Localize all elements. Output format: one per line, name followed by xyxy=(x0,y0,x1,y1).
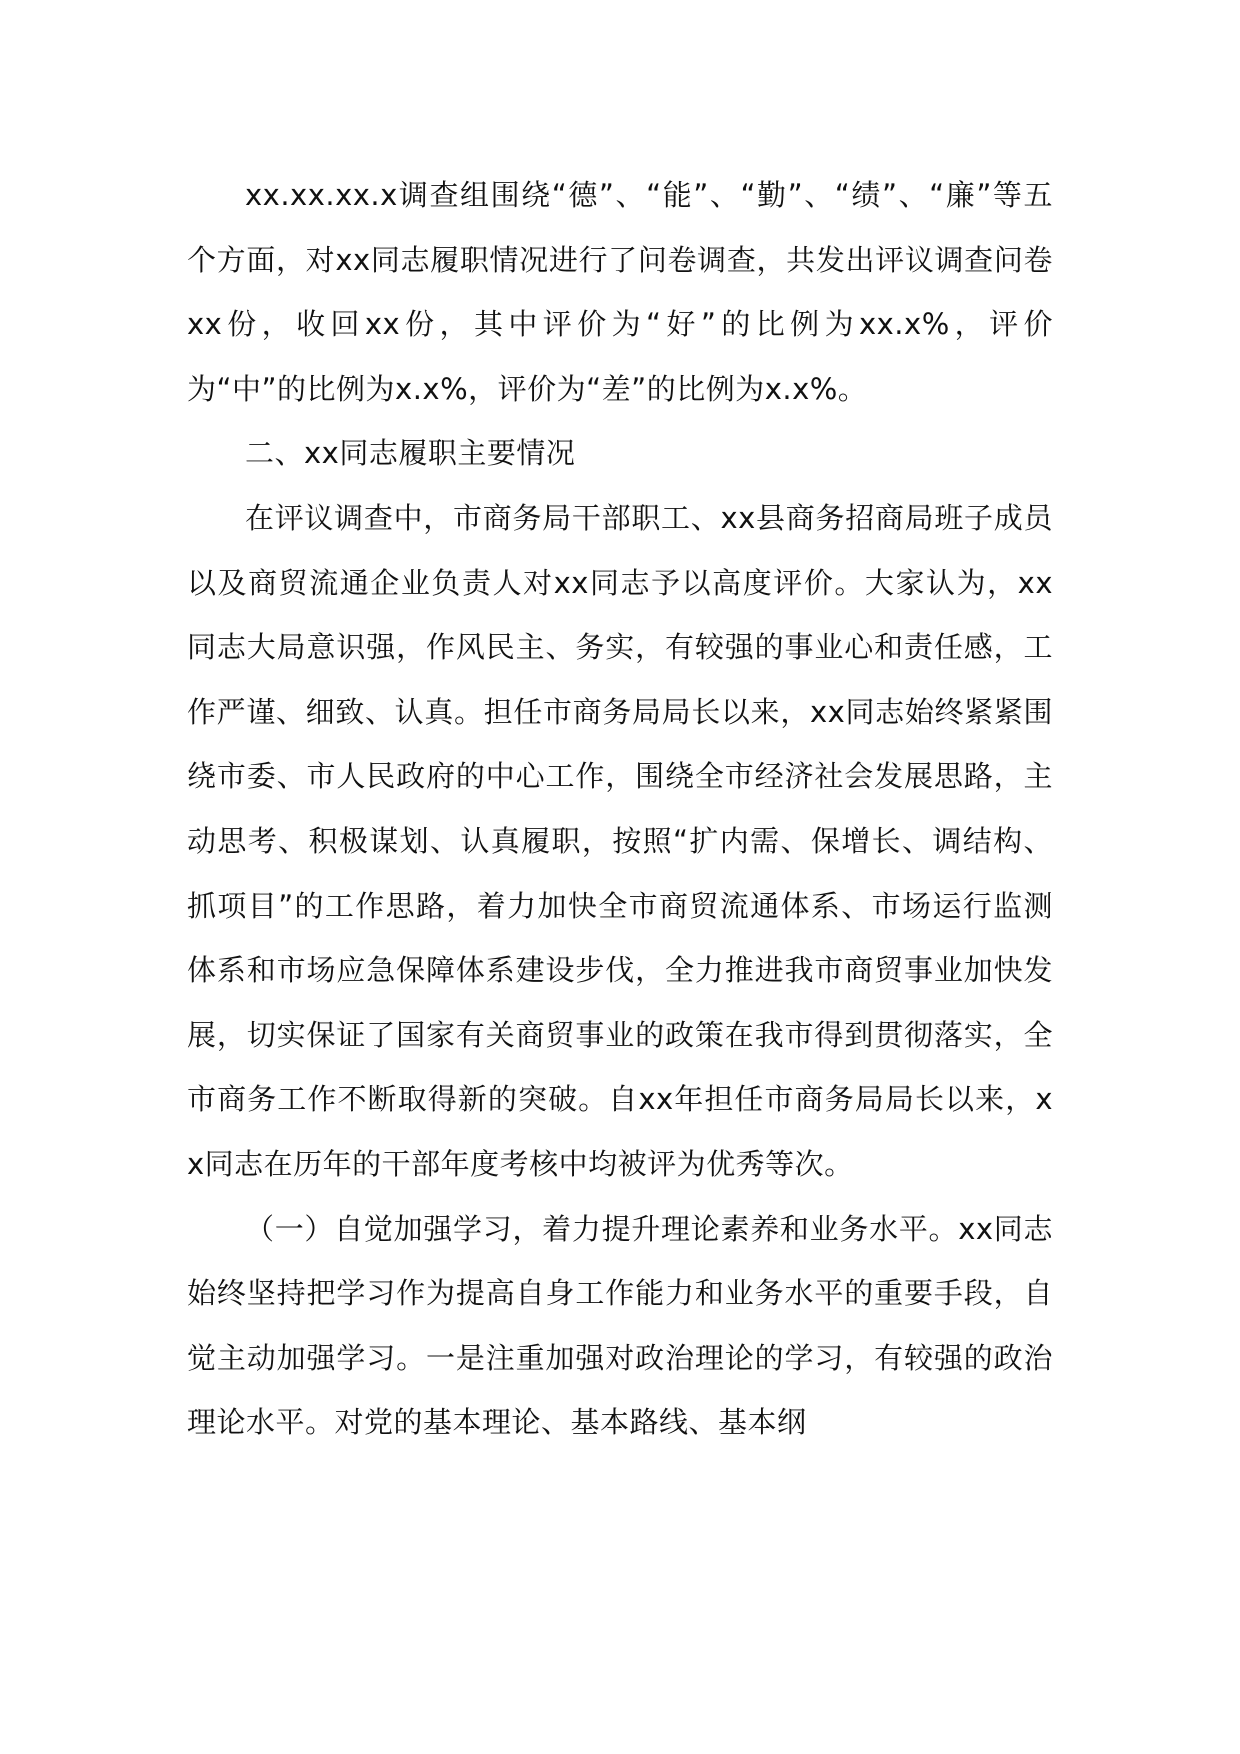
paragraph-evaluation: 在评议调查中，市商务局干部职工、xx县商务招商局班子成员以及商贸流通企业负责人对xx同志予以高度评价。大家认为，xx同志大局意识强，作风民主、务实，有较强的事业心和责任感，工作严谨、细致、认真。担任市商务局局长以来，xx同志始终紧紧围绕市委、市人民政府的中心工作，围绕全市经济社会发展思路，主动思考、积极谋划、认真履职，按照“扩内需、保增长、调结构、抓项目”的工作思路，着力加快全市商贸流通体系、市场运行监测体系和市场应急保障体系建设步伐，全力推进我市商贸事业加快发展，切实保证了国家有关商贸事业的政策在我市得到贯彻落实，全市商务工作不断取得新的突破。自xx年担任市商务局局长以来，xx同志在历年的干部年度考核中均被评为优秀等次。 xyxy=(187,500,1053,1181)
section-heading-duty-performance: 二、xx同志履职主要情况 xyxy=(245,436,576,471)
paragraph-learning: （一）自觉加强学习，着力提升理论素养和业务水平。xx同志始终坚持把学习作为提高自身工作能力和业务水平的重要手段，自觉主动加强学习。一是注重加强对政治理论的学习，有较强的政治理论水平。对党的基本理论、基本路线、基本纲 xyxy=(187,1211,1053,1440)
document-body xyxy=(187,163,1053,1455)
paragraph-survey-summary: xx.xx.xx.x调查组围绕“德”、“能”、“勤”、“绩”、“廉”等五个方面，对xx同志履职情况进行了问卷调查，共发出评议调查问卷xx份，收回xx份，其中评价为“好”的比例为xx.x%，评价为“中”的比例为x.x%，评价为“差”的比例为x.x%。 xyxy=(187,178,1053,406)
